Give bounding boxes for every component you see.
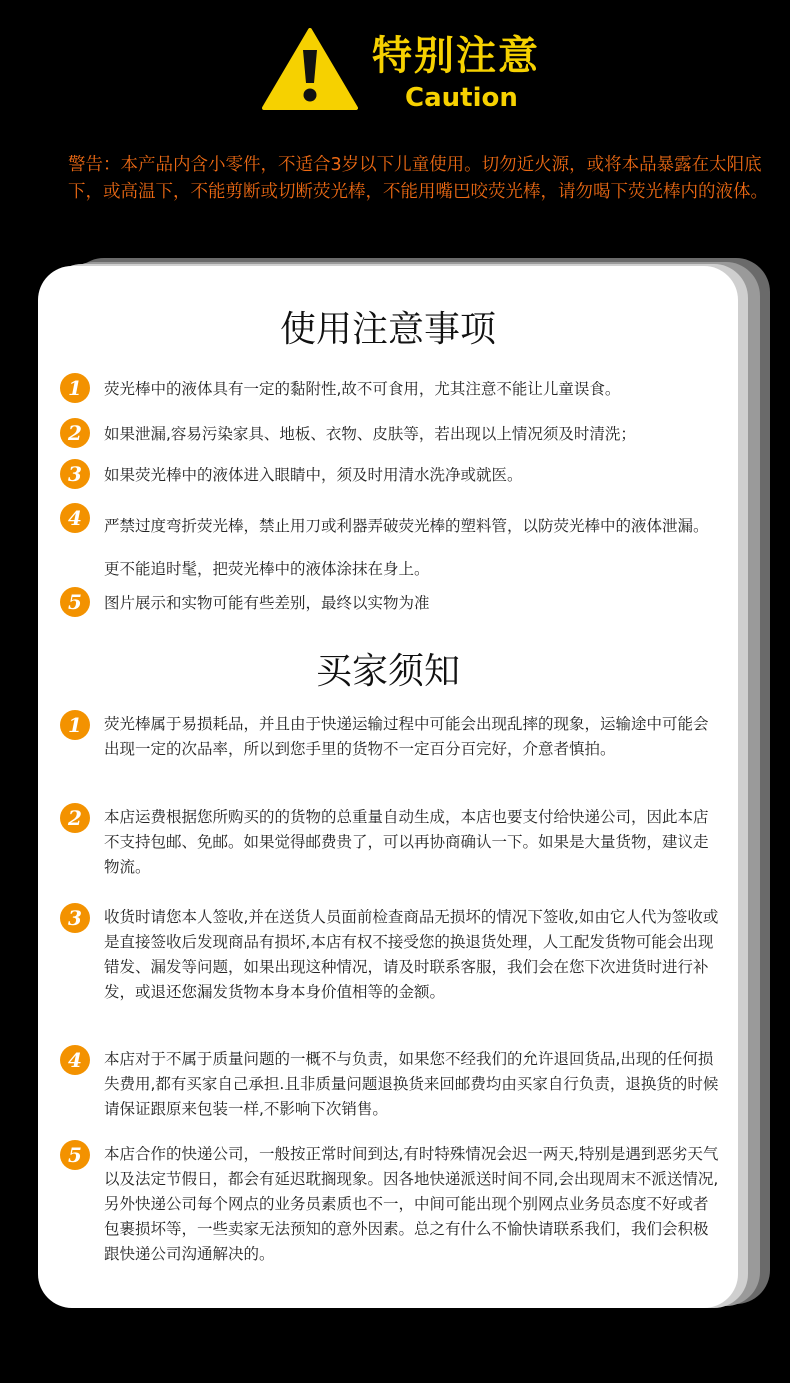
number-badge: 5 <box>60 1140 90 1170</box>
number-badge: 2 <box>60 418 90 448</box>
usage-item-text: 如果泄漏,容易污染家具、地板、衣物、皮肤等，若出现以上情况须及时清洗； <box>104 425 636 443</box>
buyer-item-text: 本店运费根据您所购买的的货物的总重量自动生成，本店也要支付给快递公司，因此本店不支持包邮、免邮。如果觉得邮费贵了，可以再协商确认一下。如果是大量货物，建议走物流。 <box>104 808 709 876</box>
usage-item-text: 如果荧光棒中的液体进入眼睛中，须及时用清水洗净或就医。 <box>104 466 523 484</box>
number-badge: 2 <box>60 803 90 833</box>
usage-item-text: 严禁过度弯折荧光棒，禁止用刀或利器弄破荧光棒的塑料管，以防荧光棒中的液体泄漏。更不能追时髦，把荧光棒中的液体涂抹在身上。 <box>104 517 709 578</box>
usage-item-text: 图片展示和实物可能有些差别，最终以实物为准 <box>104 594 430 612</box>
warning-triangle-icon <box>262 28 358 110</box>
number-badge: 4 <box>60 503 90 533</box>
number-badge: 1 <box>60 373 90 403</box>
buyer-item-text: 本店对于不属于质量问题的一概不与负责，如果您不经我们的允许退回货品,出现的任何损失费用,都有买家自己承担.且非质量问题退换货来回邮费均由买家自行负责，退换货的时候请保证跟原来包装一样,不影响下次销售。 <box>104 1050 719 1118</box>
usage-item-text: 荧光棒中的液体具有一定的黏附性,故不可食用，尤其注意不能让儿童误食。 <box>104 380 621 398</box>
caution-header <box>0 0 790 250</box>
notice-card <box>38 266 738 1308</box>
caution-subtitle: Caution <box>405 83 518 113</box>
number-badge: 5 <box>60 587 90 617</box>
caution-title: 特别注意 <box>372 33 540 79</box>
number-badge: 3 <box>60 903 90 933</box>
usage-section-title: 使用注意事项 <box>279 309 496 350</box>
buyer-item-text: 本店合作的快递公司，一般按正常时间到达,有时特殊情况会迟一两天,特别是遇到恶劣天气以及法定节假日，都会有延迟耽搁现象。因各地快递派送时间不同,会出现周末不派送情况,另外快递公司每个网点的业务员素质也不一，中间可能出现个别网点业务员态度不好或者包裹损坏等，一些卖家无法预知的意外因素。总之有什么不愉快请联系我们，我们会积极跟快递公司沟通解决的。 <box>104 1145 719 1263</box>
number-badge: 3 <box>60 459 90 489</box>
number-badge: 1 <box>60 710 90 740</box>
buyer-item-text: 收货时请您本人签收,并在送货人员面前检查商品无损坏的情况下签收,如由它人代为签收或是直接签收后发现商品有损坏,本店有权不接受您的换退货处理，人工配发货物可能会出现错发、漏发等问题，如果出现这种情况，请及时联系客服，我们会在您下次进货时进行补发，或退还您漏发货物本身本身价值相等的金额。 <box>104 908 719 1001</box>
number-badge: 4 <box>60 1045 90 1075</box>
warning-text: 警告：本产品内含小零件，不适合3岁以下儿童使用。切勿近火源，或将本品暴露在太阳底下，或高温下，不能剪断或切断荧光棒，不能用嘴巴咬荧光棒，请勿喝下荧光棒内的液体。 <box>68 155 768 202</box>
buyer-section-title: 买家须知 <box>315 651 460 692</box>
buyer-item-text: 荧光棒属于易损耗品，并且由于快递运输过程中可能会出现乱摔的现象，运输途中可能会出现一定的次品率，所以到您手里的货物不一定百分百完好，介意者慎拍。 <box>104 715 709 758</box>
